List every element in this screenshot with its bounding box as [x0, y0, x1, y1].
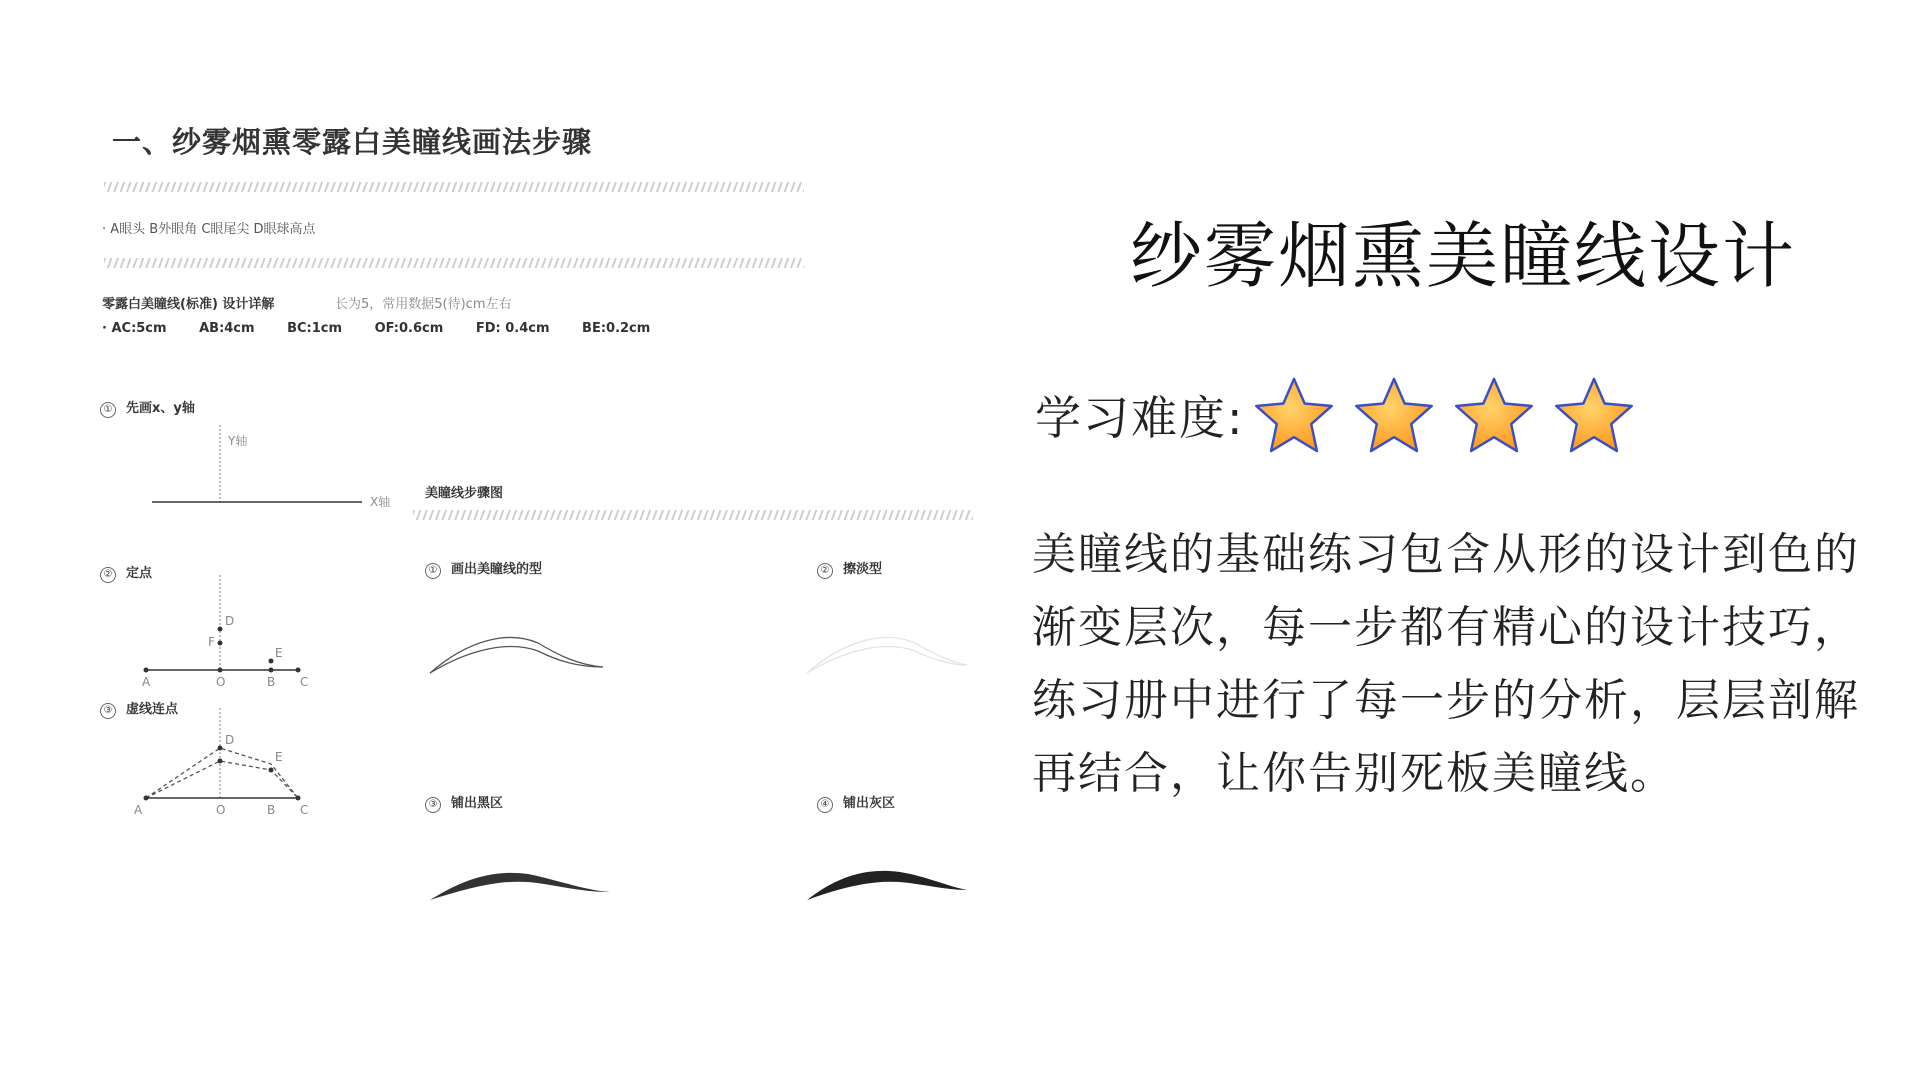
star-shape [1456, 379, 1531, 451]
step-text: 虚线连点 [126, 702, 179, 717]
star-shape [1556, 379, 1631, 451]
point-f-dot [218, 759, 223, 764]
measurement-be: BE:0.2cm [582, 321, 651, 336]
hatch-divider [104, 182, 804, 192]
page-title: 纱雾烟熏美瞳线设计 [1130, 214, 1797, 298]
difficulty-rating [1035, 370, 1653, 460]
step-text: 画出美瞳线的型 [451, 562, 543, 577]
point-c-dot [296, 796, 301, 801]
point-b-label: B [267, 675, 276, 689]
step-text: 铺出灰区 [843, 796, 896, 811]
y-axis-label: Y轴 [228, 434, 248, 448]
star-icon [1353, 374, 1435, 456]
eyeliner-step-1-label [425, 558, 542, 579]
point-a-dot [144, 796, 149, 801]
eyeliner-step-2-label [817, 558, 882, 579]
star-icon [1553, 374, 1635, 456]
point-b-dot [269, 668, 274, 673]
point-d-label: D [225, 733, 235, 747]
step-text: 定点 [126, 566, 153, 581]
point-e-label: E [275, 646, 283, 660]
step-number: ② [100, 567, 116, 583]
star-icon [1253, 374, 1335, 456]
hatch-divider [413, 510, 973, 520]
x-axis-label: X轴 [370, 495, 391, 509]
star-rating [1253, 374, 1653, 456]
step-text: 铺出黑区 [451, 796, 504, 811]
points-diagram [130, 575, 380, 689]
step-text: 擦淡型 [843, 562, 883, 577]
point-c-label: C [300, 803, 309, 817]
point-c-label: C [300, 675, 309, 689]
step-number: ① [425, 563, 441, 579]
point-d-dot [218, 746, 223, 751]
star-icon [1453, 374, 1535, 456]
measurement-fd: FD: 0.4cm [475, 321, 550, 336]
eyeliner-step-4-label [817, 792, 895, 813]
step-number: ① [100, 402, 116, 418]
measurement-ac: · AC:5cm [102, 321, 167, 336]
steps-diagram-title: 美瞳线步骤图 [425, 486, 504, 501]
point-e-dot [269, 768, 274, 773]
point-f-dot [218, 641, 223, 646]
point-d-dot [218, 627, 223, 632]
step-text: 先画x、y轴 [126, 401, 195, 416]
measurements-row [102, 321, 678, 336]
worksheet-title: 一、纱雾烟熏零露白美瞳线画法步骤 [112, 125, 593, 159]
step-number: ④ [817, 797, 833, 813]
measurement-of: OF:0.6cm [374, 321, 444, 336]
eyeliner-faded-drawing [805, 625, 970, 685]
point-o-dot [218, 668, 223, 673]
step-number: ③ [100, 703, 116, 719]
point-a-dot [144, 668, 149, 673]
points-legend: · A眼头 B外眼角 C眼尾尖 D眼球高点 [102, 222, 316, 237]
point-d-label: D [225, 614, 235, 628]
axis-diagram [130, 410, 391, 520]
description-text: 美瞳线的基础练习包含从形的设计到色的渐变层次，每一步都有精心的设计技巧，练习册中进行了每一步的分析，层层剖解再结合，让你告别死板美瞳线。 [1032, 529, 1860, 799]
lower-dashed-curve [146, 761, 298, 798]
eyeliner-black-area-drawing [428, 862, 613, 912]
point-e-dot [269, 659, 274, 664]
detail-title: 零露白美瞳线(标准) 设计详解 [102, 297, 275, 312]
measurement-ab: AB:4cm [199, 321, 255, 336]
detail-note: 长为5，常用数据5(待)cm左右 [335, 297, 512, 312]
measurement-bc: BC:1cm [287, 321, 343, 336]
step-number: ③ [425, 797, 441, 813]
star-shape [1256, 379, 1331, 451]
hatch-divider [104, 258, 804, 268]
step-number: ② [817, 563, 833, 579]
difficulty-label: 学习难度: [1035, 391, 1245, 445]
point-a-label: A [134, 803, 143, 817]
point-a-label: A [142, 675, 151, 689]
eyeliner-shape-drawing [428, 625, 608, 685]
point-o-label: O [216, 675, 226, 689]
eyeliner-gray-area-drawing [805, 862, 970, 912]
star-shape [1356, 379, 1431, 451]
dotted-connection-diagram [130, 708, 380, 818]
point-o-label: O [216, 803, 226, 817]
worksheet-image [90, 110, 990, 930]
point-b-label: B [267, 803, 276, 817]
point-c-dot [296, 668, 301, 673]
point-f-label: F [208, 635, 215, 649]
eyeliner-step-3-label [425, 792, 503, 813]
point-e-label: E [275, 750, 283, 764]
